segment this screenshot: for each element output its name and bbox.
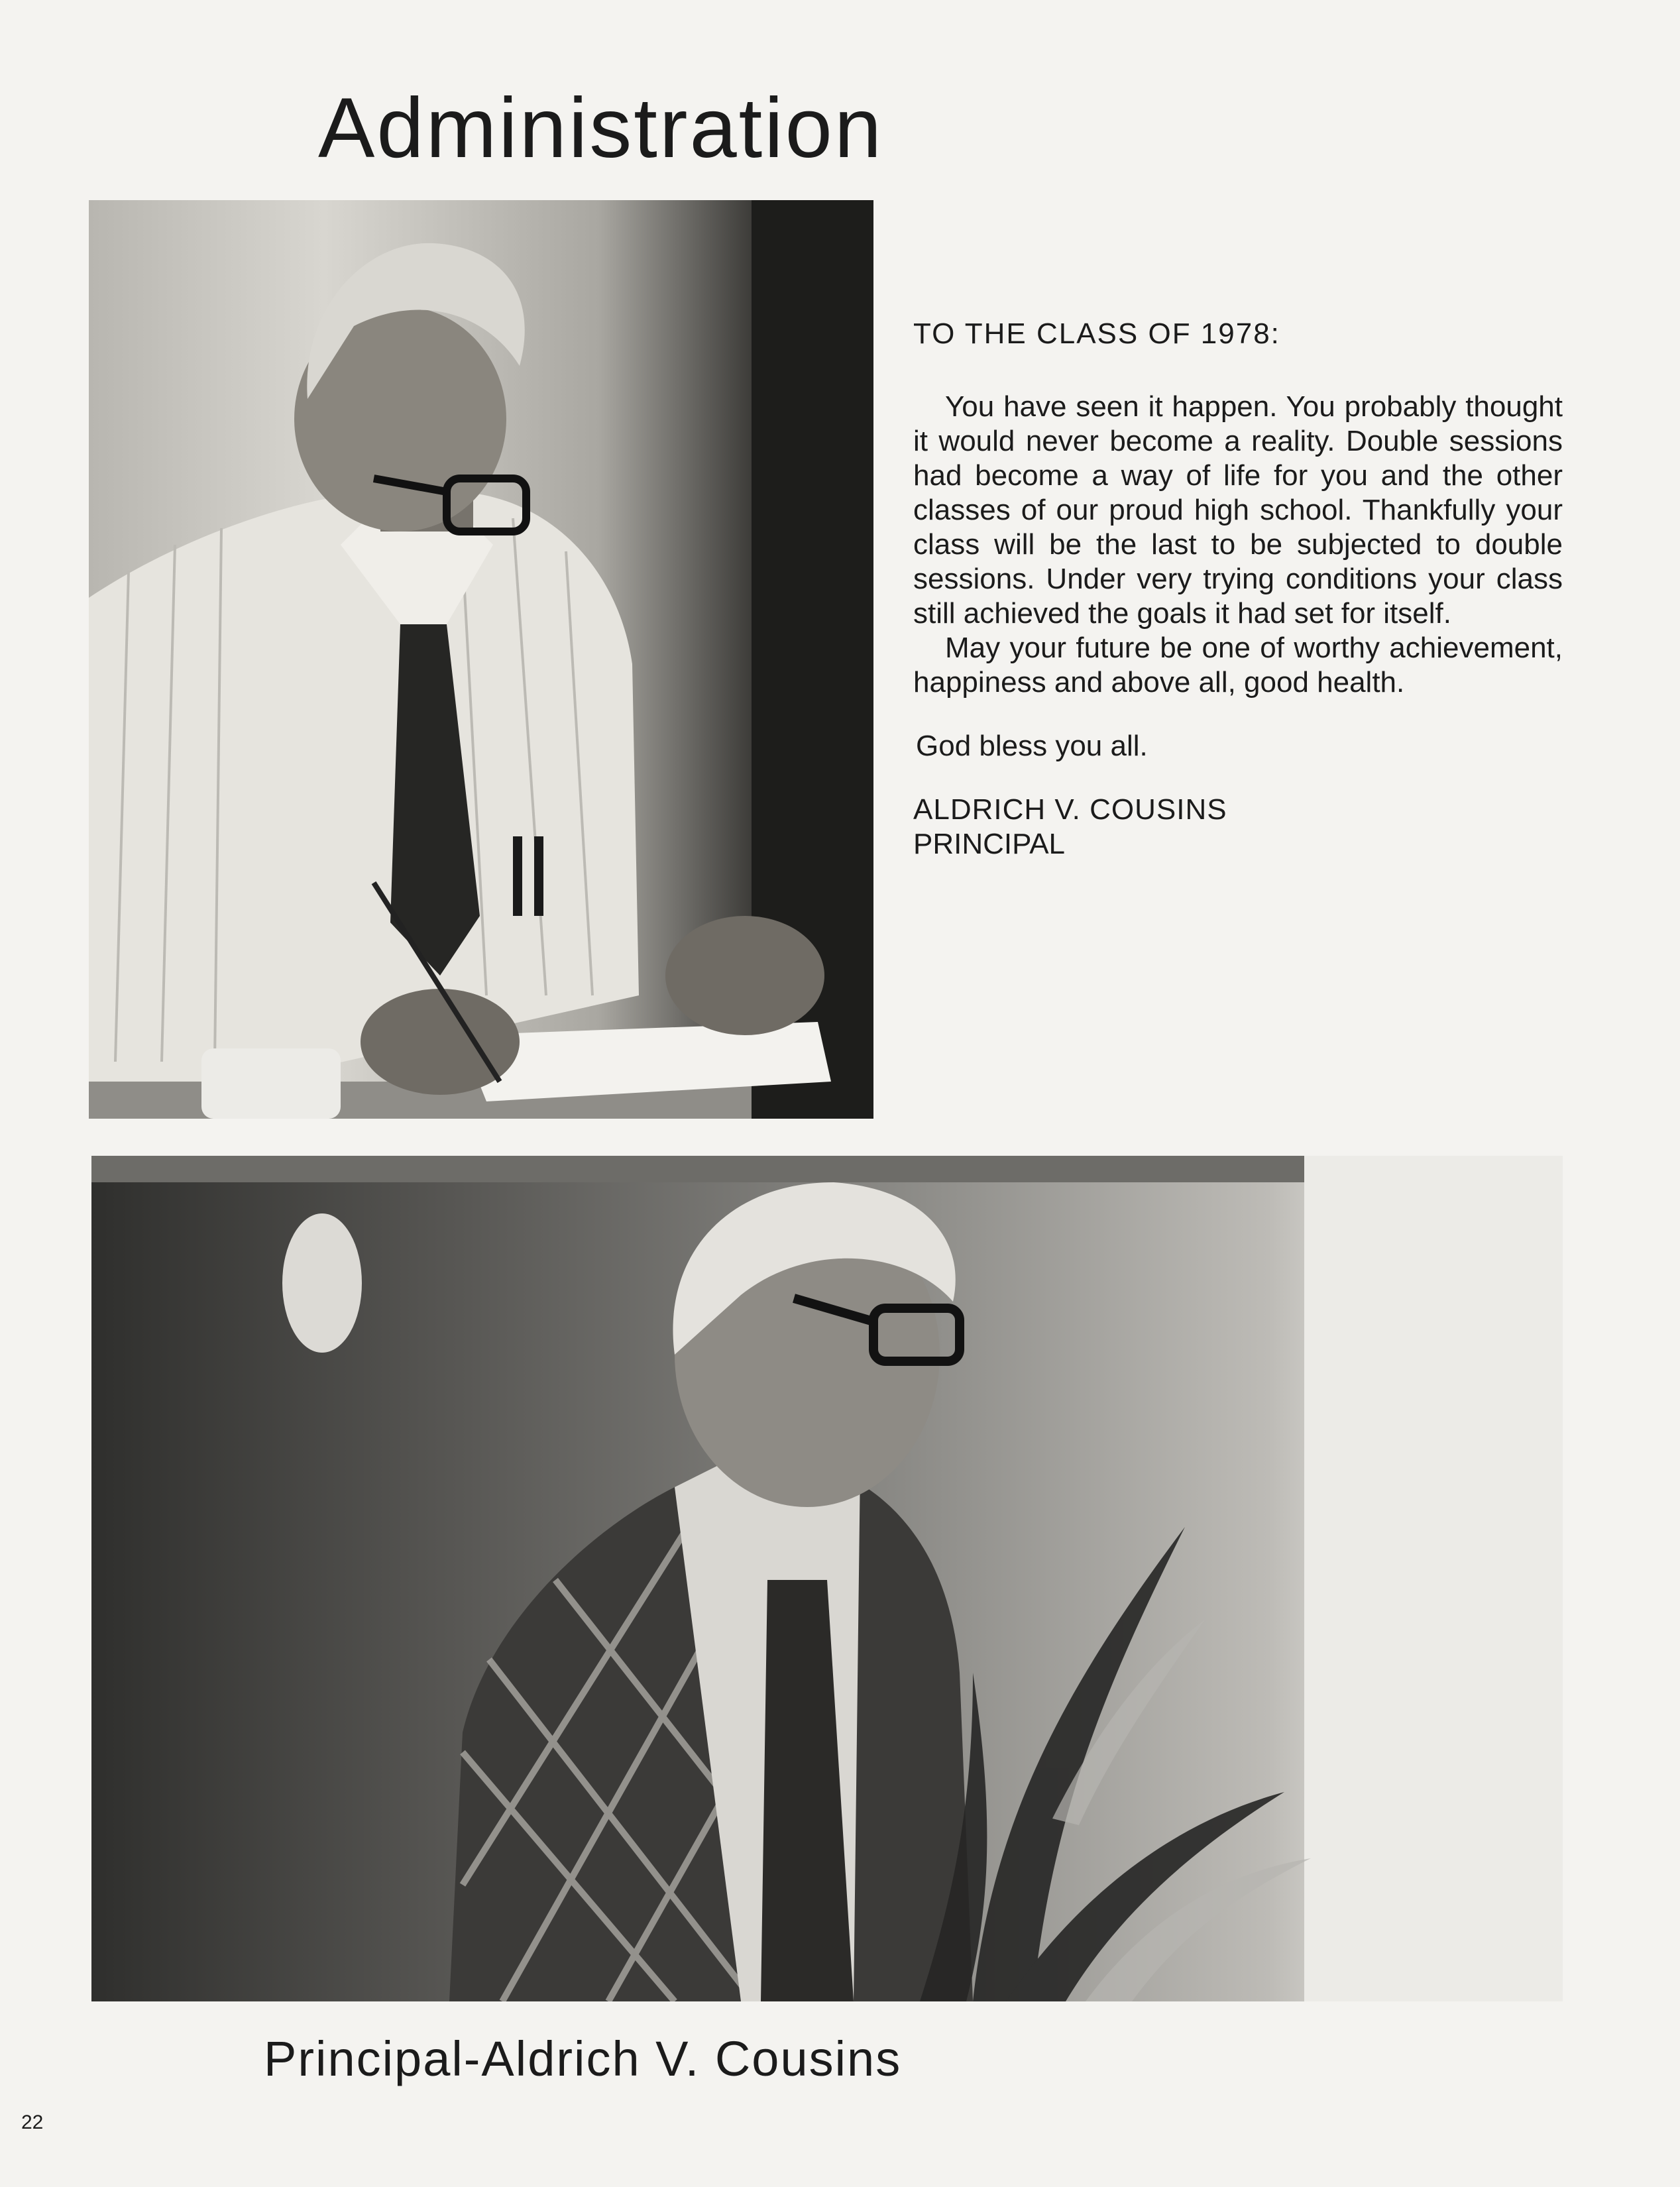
letter-salutation: TO THE CLASS OF 1978: <box>913 317 1280 350</box>
principal-portrait-illustration <box>91 1156 1563 2001</box>
letter-paragraph: You have seen it happen. You probably thought it would never become a reality. Double sessions had become a way of life for you and the other classes of our proud high school. Thankfully your class will be the last to be subjected to double sessions. Under very trying conditions your class still achieved the goals it had set for itself. <box>913 390 1563 630</box>
photo-principal-writing <box>89 200 873 1119</box>
photo-principal-portrait <box>91 1156 1563 2001</box>
letter-closing: God bless you all. <box>916 730 1148 762</box>
principal-letter <box>913 317 1563 862</box>
letter-paragraph: May your future be one of worthy achievement, happiness and above all, good health. <box>913 632 1563 699</box>
page-number: 22 <box>21 2111 44 2133</box>
signature-title: PRINCIPAL <box>913 828 1066 860</box>
principal-writing-illustration <box>89 200 873 1119</box>
page-title: Administration <box>318 81 883 176</box>
signature-name: ALDRICH V. COUSINS <box>913 793 1227 826</box>
photo-caption: Principal-Aldrich V. Cousins <box>264 2031 902 2086</box>
